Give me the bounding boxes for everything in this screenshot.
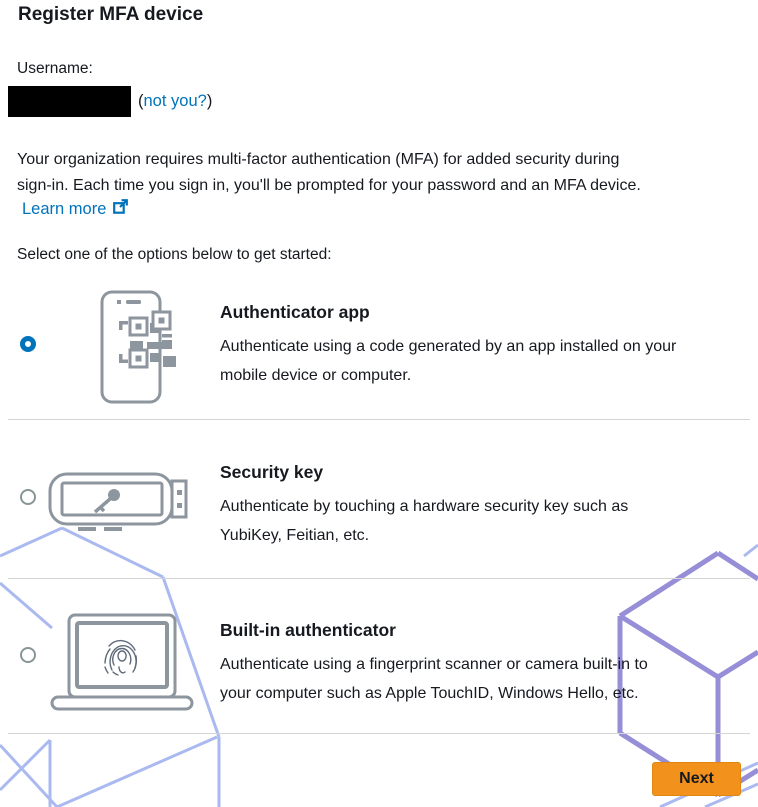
username-label: Username:: [17, 60, 93, 77]
authenticator-app-desc-line-2: mobile device or computer.: [220, 367, 412, 384]
radio-built-in-authenticator[interactable]: [20, 647, 36, 663]
mfa-intro-line-2: sign-in. Each time you sign in, you'll be prompted for your password and an MFA device.: [17, 177, 641, 194]
select-instruction: Select one of the options below to get started:: [17, 246, 332, 263]
learn-more-link[interactable]: [22, 199, 128, 219]
mfa-intro-line-1: Your organization requires multi-factor authentication (MFA) for added security during: [17, 151, 620, 168]
security-key-desc-line-2: YubiKey, Feitian, etc.: [220, 527, 370, 544]
security-key-title: Security key: [220, 462, 324, 482]
mfa-option-security-key[interactable]: [0, 440, 758, 578]
username-row: [8, 86, 212, 117]
built-in-authenticator-title: Built-in authenticator: [220, 620, 396, 640]
built-in-authenticator-desc-line-2: your computer such as Apple TouchID, Windows Hello, etc.: [220, 685, 639, 702]
mfa-option-built-in-authenticator[interactable]: [0, 598, 758, 733]
authenticator-app-description: [220, 332, 735, 390]
usb-security-key-icon: [48, 466, 200, 547]
built-in-authenticator-description: [220, 650, 735, 708]
authenticator-app-text: [220, 302, 735, 390]
security-key-text: [220, 462, 735, 550]
footer-divider: [8, 733, 750, 734]
not-you-open-paren: (: [138, 92, 144, 110]
not-you-close-paren: ): [206, 92, 213, 110]
built-in-authenticator-desc-line-1: Authenticate using a fingerprint scanner or camera built-in to: [220, 656, 648, 673]
built-in-authenticator-text: [220, 620, 735, 708]
not-you-link[interactable]: not you?: [143, 92, 207, 110]
authenticator-app-title: Authenticator app: [220, 302, 370, 322]
phone-qr-code-icon: [100, 290, 182, 409]
security-key-desc-line-1: Authenticate by touching a hardware security key such as: [220, 498, 629, 515]
option-divider: [8, 578, 750, 579]
radio-authenticator-app[interactable]: [20, 336, 36, 352]
external-link-icon: [113, 199, 128, 219]
username-redacted: [8, 86, 131, 117]
learn-more-label: Learn more: [22, 199, 107, 218]
option-divider: [8, 419, 750, 420]
not-you-wrapper: [138, 92, 212, 111]
laptop-fingerprint-icon: [50, 613, 194, 716]
mfa-intro-text: [17, 147, 641, 199]
next-button[interactable]: Next: [652, 762, 741, 796]
radio-security-key[interactable]: [20, 489, 36, 505]
security-key-description: [220, 492, 735, 550]
page-title: Register MFA device: [18, 4, 204, 25]
authenticator-app-desc-line-1: Authenticate using a code generated by an app installed on your: [220, 338, 677, 355]
mfa-option-authenticator-app[interactable]: [0, 280, 758, 419]
